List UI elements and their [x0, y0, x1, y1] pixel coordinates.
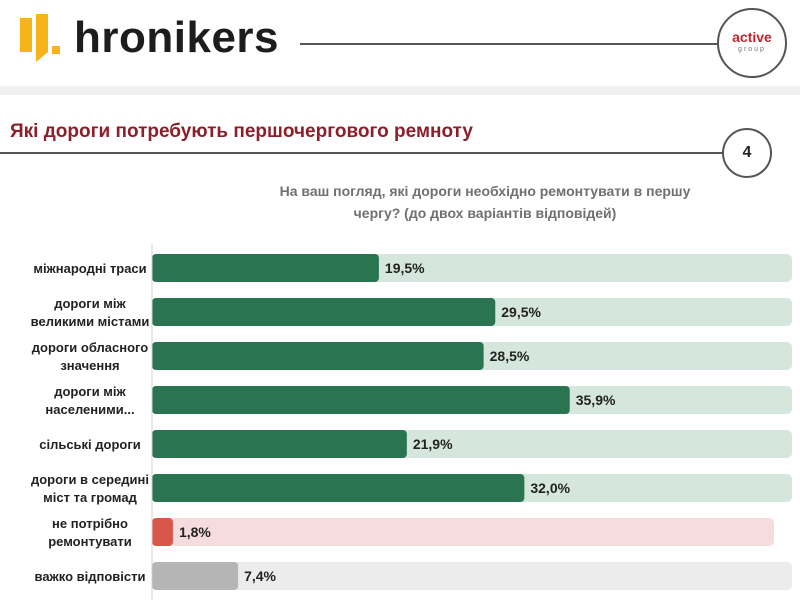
category-label: міжнародні траси — [33, 261, 147, 276]
bar — [152, 342, 484, 370]
category-label: великими містами — [30, 314, 150, 329]
category-label: міст та громад — [43, 490, 137, 505]
survey-question: На ваш погляд, які дороги необхідно ремонтувати в першу чергу? (до двох варіантів відповідей) — [279, 183, 691, 221]
partner-logo-bottom: group — [738, 46, 766, 53]
bar — [152, 430, 407, 458]
category-label: дороги обласного — [31, 340, 149, 355]
bar-track — [152, 518, 774, 546]
bar — [152, 474, 524, 502]
category-label: не потрібно — [52, 516, 128, 531]
slide-title: Які дороги потребують першочергового ремноту — [10, 121, 473, 142]
data-label: 1,8% — [178, 524, 211, 540]
bar — [152, 254, 379, 282]
partner-logo-top: active — [732, 29, 772, 45]
data-label: 28,5% — [489, 348, 530, 364]
bar — [152, 298, 495, 326]
brand-logo-text: hronikers — [74, 13, 280, 62]
bar — [152, 386, 570, 414]
category-label: дороги між — [54, 296, 126, 311]
data-label: 21,9% — [412, 436, 453, 452]
category-label: сільські дороги — [39, 437, 141, 452]
category-label: населеними... — [45, 402, 135, 417]
category-label: ремонтувати — [48, 534, 132, 549]
category-label: дороги між — [54, 384, 126, 399]
category-label: значення — [60, 358, 120, 373]
data-label: 35,9% — [575, 392, 616, 408]
data-label: 7,4% — [244, 568, 277, 584]
data-label: 29,5% — [501, 304, 541, 320]
category-label: важко відповісти — [34, 569, 146, 584]
data-label: 19,5% — [384, 260, 425, 276]
data-label: 32,0% — [530, 480, 571, 496]
category-label: дороги в середині — [30, 472, 150, 487]
bar — [152, 562, 238, 590]
bar — [152, 518, 173, 546]
page-number: 4 — [742, 144, 752, 161]
